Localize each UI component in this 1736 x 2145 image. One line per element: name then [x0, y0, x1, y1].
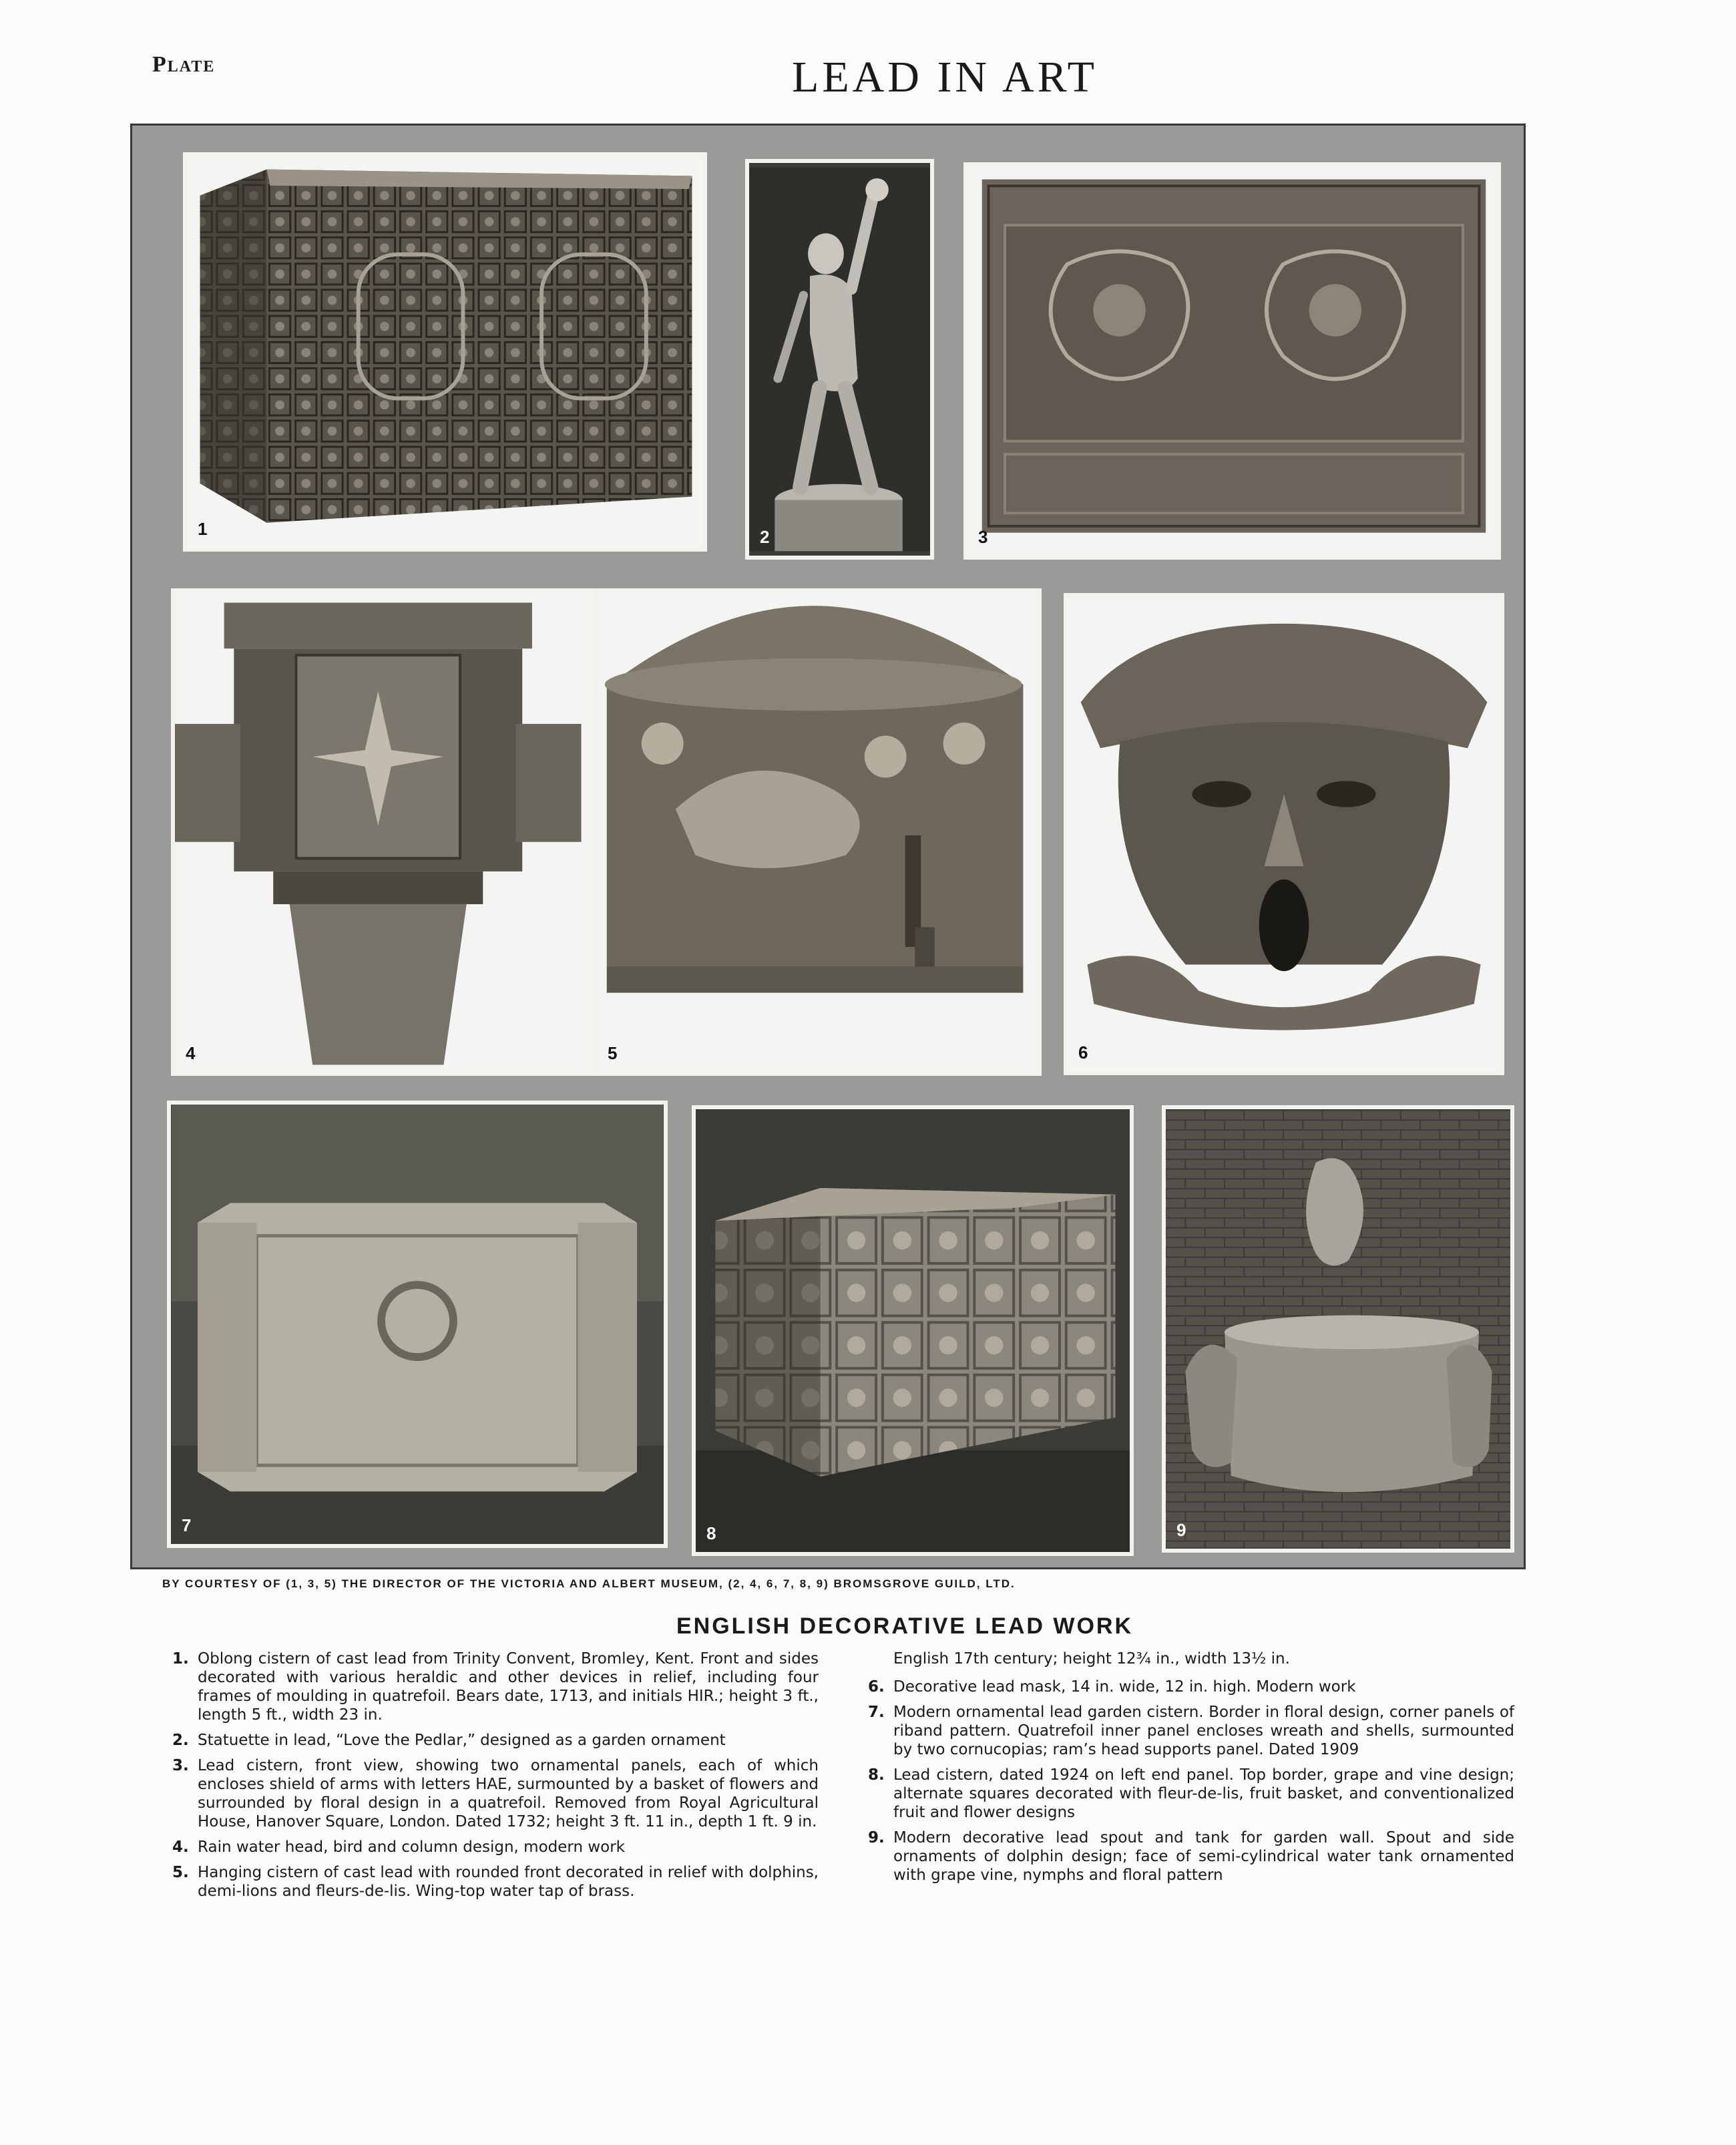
photo-number: 8: [706, 1523, 716, 1543]
photo-5-hanging-cistern: [593, 588, 1042, 1076]
caption-item: [853, 1766, 1514, 1822]
photo-8-lead-cistern-1924: [692, 1105, 1134, 1556]
caption-text: Decorative lead mask, 14 in. wide, 12 in. high. Modern work: [893, 1678, 1356, 1696]
caption-number: 5.: [172, 1864, 189, 1881]
photo-4-rain-water-head: [171, 588, 605, 1076]
caption-number: 9.: [868, 1829, 885, 1846]
photo-number: 1: [198, 519, 208, 539]
caption-number: 2.: [172, 1732, 189, 1749]
caption-text: Lead cistern, front view, showing two ornamental panels, each of which encloses shield of arms with letters HAE, surmounted by a basket of flowers and surrounded by floral design in a quatrefoil. Removed from Royal Agricultural House, Hanover Square, London. Dated 1732; height 3 ft. 11 in., depth 1 ft. 9 in.: [198, 1757, 819, 1830]
photo-number: 7: [182, 1515, 192, 1535]
caption-number: 3.: [172, 1757, 189, 1774]
caption-item: [158, 1756, 819, 1831]
photo-9-spout-and-tank: [1162, 1105, 1514, 1553]
section-title: ENGLISH DECORATIVE LEAD WORK: [676, 1613, 1134, 1639]
photo-number: 2: [760, 527, 770, 547]
caption-number: 8.: [868, 1766, 885, 1784]
caption-item: [853, 1678, 1514, 1696]
captions-right-column: [853, 1649, 1514, 1891]
photo-number: 6: [1078, 1042, 1088, 1062]
photo-6-decorative-lead-mask: [1064, 593, 1504, 1075]
spout-and-tank-illustration: [1166, 1109, 1510, 1549]
lead-mask-illustration: [1068, 597, 1500, 1071]
caption-text: Hanging cistern of cast lead with rounded front decorated in relief with dolphins, demi-lions and fleurs-de-lis. Wing-top water tap of brass.: [198, 1864, 819, 1900]
photo-1-oblong-cistern: [183, 152, 707, 552]
caption-number: 6.: [868, 1678, 885, 1696]
hanging-cistern-illustration: [597, 592, 1038, 1072]
photo-2-statuette: [745, 159, 934, 560]
caption-item: [158, 1863, 819, 1901]
caption-text: Statuette in lead, “Love the Pedlar,” designed as a garden ornament: [198, 1732, 726, 1749]
caption-text: Rain water head, bird and column design, modern work: [198, 1838, 625, 1856]
photo-7-garden-cistern: [167, 1101, 668, 1548]
garden-cistern-illustration: [171, 1105, 664, 1544]
caption-item: [158, 1731, 819, 1750]
statuette-illustration: [749, 163, 930, 556]
caption-text: Modern decorative lead spout and tank for garden wall. Spout and side ornaments of dolphin design; face of semi-cylindrical water tank ornamented with grape vine, nymphs and floral pattern: [893, 1829, 1514, 1884]
rain-water-head-illustration: [175, 592, 601, 1072]
photo-credits: BY COURTESY OF (1, 3, 5) THE DIRECTOR OF THE VICTORIA AND ALBERT MUSEUM, (2, 4, 6, 7, 8, 9) BROMSGROVE GUILD, LTD.: [162, 1577, 1016, 1590]
caption-text: Oblong cistern of cast lead from Trinity Convent, Bromley, Kent. Front and sides decorated with various heraldic and other devices in relief, including four frames of moulding in quatrefoil. Bears date, 1713, and initials HIR.; height 3 ft., length 5 ft., width 23 in.: [198, 1650, 819, 1724]
photo-3-lead-cistern-front: [963, 162, 1501, 560]
photo-number: 9: [1176, 1520, 1186, 1540]
caption-text: Lead cistern, dated 1924 on left end panel. Top border, grape and vine design; alternate squares decorated with fleur-de-lis, fruit basket, and conventionalized fruit and flower designs: [893, 1766, 1514, 1821]
caption-item: [158, 1838, 819, 1857]
photo-plate: [130, 124, 1526, 1569]
caption-text: Modern ornamental lead garden cistern. Border in floral design, corner panels of riband pattern. Quatrefoil inner panel encloses wreath and shells, surmounted by two cornucopias; ram’s head supports panel. Dated 1909: [893, 1704, 1514, 1758]
caption-item: [853, 1828, 1514, 1885]
caption-number: 1.: [172, 1650, 189, 1668]
photo-number: 3: [978, 527, 988, 547]
caption-item: [158, 1649, 819, 1724]
captions-left-column: [158, 1649, 819, 1907]
caption-continuation: English 17th century; height 12¾ in., width 13½ in.: [893, 1650, 1290, 1668]
photo-number: 4: [186, 1043, 196, 1063]
lead-cistern-front-illustration: [967, 166, 1497, 556]
photo-number: 5: [608, 1043, 618, 1063]
page-title: LEAD IN ART: [792, 53, 1098, 102]
lead-cistern-1924-illustration: [696, 1109, 1130, 1552]
caption-item: [853, 1703, 1514, 1759]
caption-number: 4.: [172, 1838, 189, 1856]
caption-number: 7.: [868, 1704, 885, 1721]
plate-label: Plate: [152, 52, 216, 77]
oblong-cistern-illustration: [187, 156, 703, 548]
